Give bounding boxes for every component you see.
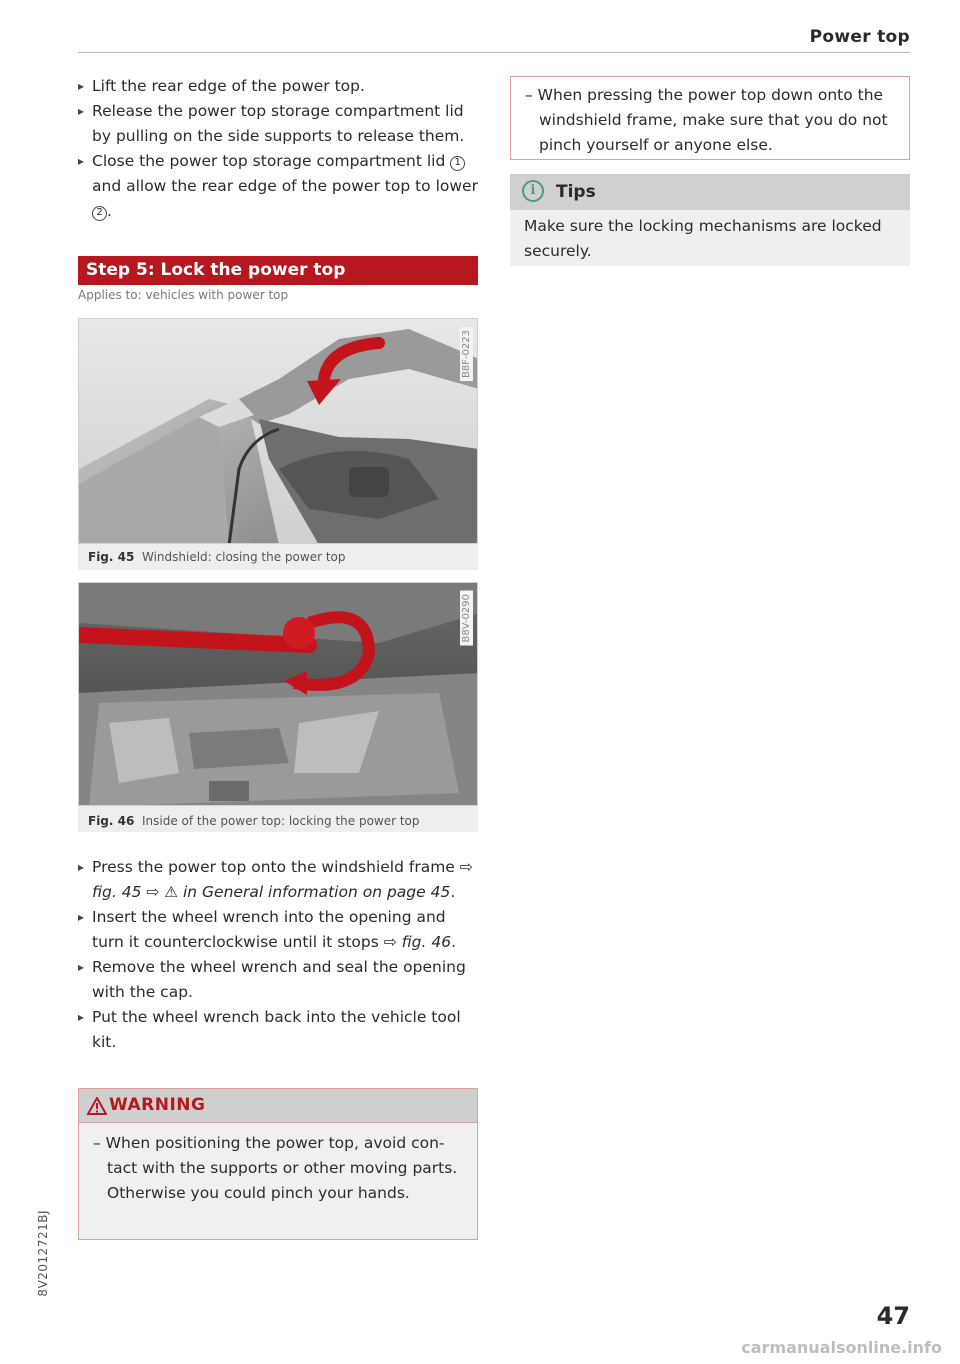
list-item-text: and allow the rear edge of the power top to lower — [92, 177, 478, 195]
figure-45-image — [78, 318, 478, 544]
warning-title: WARNING — [109, 1095, 206, 1115]
list-item-text: Press the power top onto the windshield frame — [92, 858, 460, 876]
list-item-text: . — [107, 202, 112, 220]
list-item-text: . — [450, 883, 456, 901]
figure-label: Fig. 46 — [88, 814, 135, 828]
list-item-text: Put the wheel wrench back into the vehicle tool kit. — [92, 1008, 461, 1051]
convertible-windshield-illustration — [79, 319, 478, 544]
info-icon: i — [522, 180, 544, 202]
warning-header — [78, 1088, 478, 1123]
list-item-text: Insert the wheel wrench into the opening and turn it counterclockwise until it stops — [92, 908, 446, 951]
figure-caption — [88, 550, 346, 564]
list-item-text: . — [451, 933, 457, 951]
figure-label: Fig. 45 — [88, 550, 135, 564]
list-item — [78, 99, 478, 149]
tips-header — [510, 174, 910, 210]
figure-46-image — [78, 582, 478, 806]
list-item — [78, 149, 478, 224]
figure-45 — [78, 318, 478, 570]
list-item — [78, 855, 478, 905]
callout-marker: 1 — [450, 156, 465, 171]
tips-box — [510, 210, 910, 266]
list-item — [78, 1005, 478, 1055]
list-item — [78, 905, 478, 955]
list-item-text: Release the power top storage compartment lid by pulling on the side supports to release them. — [92, 102, 465, 145]
figure-caption — [88, 814, 420, 828]
instruction-list — [78, 855, 478, 1055]
document-code: 8V2012721BJ — [36, 1210, 50, 1297]
list-item — [78, 74, 478, 99]
figure-caption-text: Windshield: closing the power top — [141, 550, 346, 564]
intro-bullet-list — [78, 74, 478, 224]
figure-46 — [78, 582, 478, 832]
cross-reference-link[interactable]: ⇨ fig. 45 ⇨ ⚠ in General information on page 45 — [92, 858, 473, 901]
warning-triangle-icon — [87, 1097, 107, 1115]
caution-text: – When pressing the power top down onto the windshield frame, make sure that you do not pinch yourself or anyone else. — [525, 86, 888, 154]
page-number: 47 — [876, 1302, 910, 1330]
list-item-text: Lift the rear edge of the power top. — [92, 77, 365, 95]
applies-to-note: Applies to: vehicles with power top — [78, 288, 289, 302]
watermark: carmanualsonline.info — [741, 1338, 942, 1357]
power-top-lock-illustration — [79, 583, 478, 806]
step-heading: Step 5: Lock the power top — [78, 256, 478, 285]
callout-marker: 2 — [92, 206, 107, 221]
figure-code: B8F-0223 — [460, 327, 473, 381]
section-title: Power top — [809, 27, 910, 47]
cross-reference-link[interactable]: ⇨ fig. 46 — [383, 933, 452, 951]
header-rule — [78, 52, 910, 53]
warning-box — [78, 1122, 478, 1240]
tips-text: Make sure the locking mechanisms are locked securely. — [524, 217, 882, 260]
figure-code: B8V-0290 — [460, 591, 473, 646]
warning-text: – When positioning the power top, avoid con-tact with the supports or other moving parts. Otherwise you could pinch your hands. — [93, 1134, 458, 1202]
tips-title: Tips — [556, 182, 596, 202]
caution-box — [510, 76, 910, 160]
list-item — [78, 955, 478, 1005]
list-item-text: Close the power top storage compartment lid — [92, 152, 451, 170]
figure-caption-text: Inside of the power top: locking the power top — [141, 814, 420, 828]
list-item-text: Remove the wheel wrench and seal the opening with the cap. — [92, 958, 466, 1001]
